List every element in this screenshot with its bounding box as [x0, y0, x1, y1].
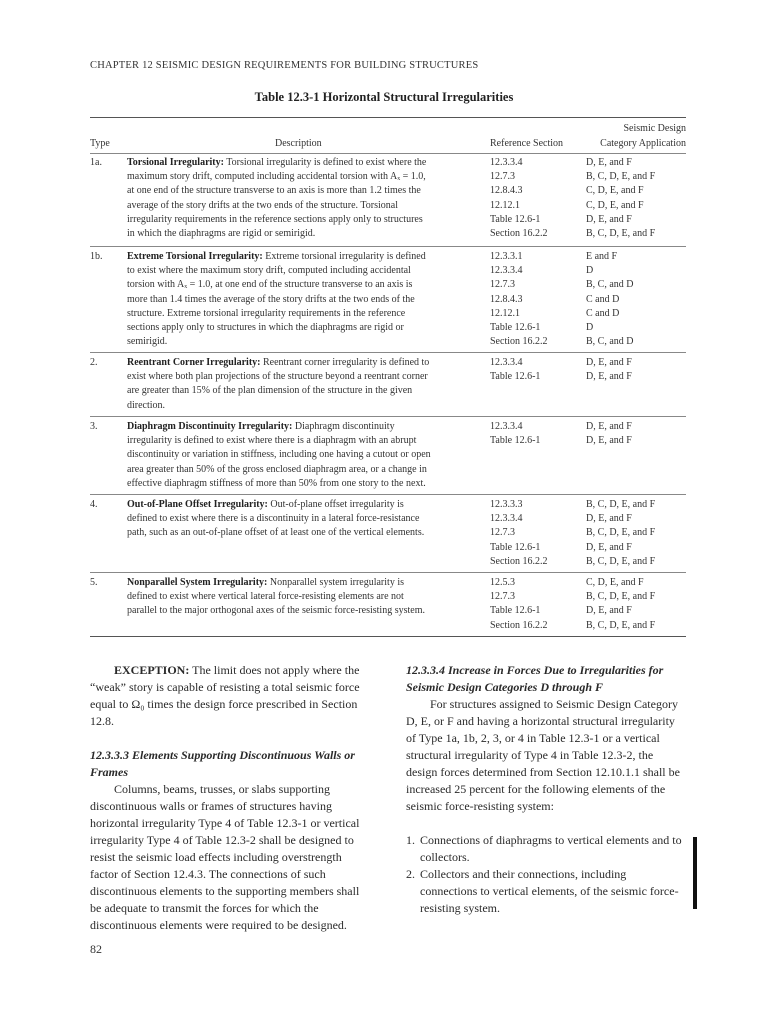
- row-divider: [90, 494, 686, 495]
- description-line: direction.: [127, 399, 166, 411]
- header-category-line2: Category Application: [600, 137, 686, 149]
- reference-section: 12.8.4.3: [490, 185, 523, 197]
- reference-section: 12.3.3.4: [490, 513, 523, 525]
- row-references: [490, 156, 548, 241]
- reference-section: 12.3.3.4: [490, 357, 523, 368]
- category-application: D, E, and F: [586, 541, 632, 553]
- reference-section: Section 16.2.2: [490, 555, 548, 567]
- description-line: irregularity requirements in the reference sections apply only to structures: [127, 213, 423, 225]
- category-application: B, C, D, E, and F: [586, 228, 656, 240]
- description-line: semirigid.: [127, 336, 168, 348]
- description-line: [127, 420, 475, 434]
- header-type: Type: [90, 138, 110, 149]
- description-line: discontinuity or variation in stiffness, including one having a cutout or open: [127, 449, 431, 461]
- row-references: [490, 498, 548, 569]
- description-line: maximum story drift, computed including accidental torsion with Aₓ = 1.0,: [127, 171, 426, 183]
- category-application: B, C, and D: [586, 279, 634, 291]
- category-application: B, C, D, E, and F: [586, 527, 656, 539]
- description-line: path, such as an out-of-plane offset of at least one of the vertical elements.: [127, 527, 425, 539]
- row-categories: [586, 356, 632, 384]
- reference-section: Section 16.2.2: [490, 228, 548, 240]
- irregularity-name: Torsional Irregularity:: [127, 157, 224, 168]
- reference-section: 12.3.3.1: [490, 251, 523, 262]
- description-line: average of the story drifts at the two ends of the structure. Torsional: [127, 199, 398, 211]
- table-title: Table 12.3-1 Horizontal Structural Irregularities: [254, 90, 514, 104]
- description-line: exist where both plan projections of the structure beyond a reentrant corner: [127, 371, 428, 383]
- row-references: [490, 250, 548, 349]
- table-header-rule: [90, 153, 686, 154]
- category-application: D: [586, 265, 594, 277]
- list-number: 1.: [406, 833, 415, 847]
- page-number: 82: [90, 942, 102, 956]
- description-text: Reentrant corner irregularity is defined to: [260, 357, 430, 368]
- reference-section: 12.3.3.4: [490, 157, 523, 168]
- category-application: E and F: [586, 251, 618, 262]
- reference-section: Table 12.6-1: [490, 322, 541, 334]
- row-type: 2.: [90, 357, 98, 368]
- reference-section: 12.7.3: [490, 171, 515, 183]
- requirements-list: [406, 832, 686, 917]
- header-description: Description: [275, 138, 322, 149]
- irregularity-name: Diaphragm Discontinuity Irregularity:: [127, 421, 293, 432]
- reference-section: 12.7.3: [490, 279, 515, 291]
- description-line: defined to exist where vertical lateral force-resisting elements are not: [127, 591, 404, 603]
- description-line: sections apply only to structures in which the diaphragms are rigid or: [127, 322, 404, 334]
- reference-section: 12.3.3.4: [490, 265, 523, 277]
- section-heading-12-3-3-3: 12.3.3.3 Elements Supporting Discontinuous Walls or Frames: [90, 748, 355, 779]
- left-column: [90, 662, 364, 934]
- description-text: Out-of-plane offset irregularity is: [267, 499, 404, 510]
- row-description: [127, 420, 475, 491]
- row-references: [490, 420, 540, 448]
- section-heading-12-3-3-4: 12.3.3.4 Increase in Forces Due to Irregularities for Seismic Design Categories D through F: [406, 663, 664, 694]
- running-head: CHAPTER 12 SEISMIC DESIGN REQUIREMENTS FOR BUILDING STRUCTURES: [90, 60, 479, 71]
- header-reference: Reference Section: [490, 138, 564, 149]
- row-categories: [586, 250, 634, 349]
- irregularity-name: Extreme Torsional Irregularity:: [127, 251, 263, 262]
- reference-section: Table 12.6-1: [490, 605, 541, 617]
- row-references: [490, 356, 540, 384]
- row-description: [127, 576, 475, 619]
- description-line: area greater than 50% of the gross enclosed diaphragm area, or a change in: [127, 463, 427, 475]
- category-application: B, C, and D: [586, 336, 634, 348]
- row-type: 1b.: [90, 251, 103, 262]
- description-line: to exist where the maximum story drift, computed including accidental: [127, 265, 411, 277]
- description-line: parallel to the major orthogonal axes of the seismic force-resisting system.: [127, 605, 425, 617]
- description-line: [127, 356, 475, 370]
- reference-section: Table 12.6-1: [490, 213, 541, 225]
- description-line: irregularity is defined to exist where there is a diaphragm with an abrupt: [127, 435, 417, 447]
- irregularity-name: Out-of-Plane Offset Irregularity:: [127, 499, 268, 510]
- category-application: C and D: [586, 307, 620, 319]
- table-top-rule: [90, 117, 686, 118]
- description-line: structure. Extreme torsional irregularity requirements in the reference: [127, 307, 406, 319]
- category-application: D, E, and F: [586, 421, 632, 432]
- reference-section: 12.3.3.4: [490, 421, 523, 432]
- list-text: Collectors and their connections, including connections to vertical elements, of the seismic force-resisting system.: [420, 867, 679, 915]
- row-divider: [90, 246, 686, 247]
- description-line: torsion with Aₓ = 1.0, at one end of the structure transverse to an axis is: [127, 279, 413, 291]
- description-line: [127, 576, 475, 590]
- row-categories: [586, 156, 655, 241]
- exception-label: EXCEPTION:: [114, 663, 190, 677]
- category-application: D, E, and F: [586, 371, 632, 383]
- row-categories: [586, 498, 655, 569]
- description-line: effective diaphragm stiffness of more than 50% from one story to the next.: [127, 477, 426, 489]
- row-type: 5.: [90, 577, 98, 588]
- reference-section: Section 16.2.2: [490, 619, 548, 631]
- reference-section: 12.5.3: [490, 577, 515, 588]
- section-body-12-3-3-3: Columns, beams, trusses, or slabs supporting discontinuous walls or frames of structures having horizontal irregularity Type 4 of Table 12.3-1 or vertical irregularity Type 4 of Table 12.3-2 shall be designed to resist the seismic load effects including overstrength factor of Section 12.4.3. The connections of such discontinuous elements to the supporting members shall be adequate to transmit the forces for which the discontinuous elements were required to be designed.: [90, 782, 360, 932]
- row-description: [127, 498, 475, 541]
- description-text: Nonparallel system irregularity is: [267, 577, 404, 588]
- row-description: [127, 356, 475, 413]
- row-type: 1a.: [90, 157, 102, 168]
- row-categories: [586, 420, 632, 448]
- category-application: C, D, E, and F: [586, 577, 644, 588]
- reference-section: 12.8.4.3: [490, 293, 523, 305]
- category-application: D, E, and F: [586, 213, 632, 225]
- list-item: [406, 832, 686, 866]
- description-text: Extreme torsional irregularity is defined: [262, 251, 426, 262]
- category-application: D: [586, 322, 594, 334]
- irregularity-name: Nonparallel System Irregularity:: [127, 577, 268, 588]
- description-line: defined to exist where there is a discontinuity in a lateral force-resistance: [127, 513, 420, 525]
- exception-text: The limit does not apply where the “weak” story is capable of resisting a total seismic force equal to Ω₀ times the design force prescribed in Section 12.8.: [90, 663, 360, 728]
- reference-section: 12.7.3: [490, 591, 515, 603]
- description-line: [127, 156, 475, 170]
- row-references: [490, 576, 548, 633]
- category-application: D, E, and F: [586, 605, 632, 617]
- reference-section: Section 16.2.2: [490, 336, 548, 348]
- description-line: in which the diaphragms are rigid or semirigid.: [127, 228, 316, 240]
- row-divider: [90, 352, 686, 353]
- row-divider: [90, 416, 686, 417]
- revision-change-bar: [693, 837, 697, 909]
- category-application: D, E, and F: [586, 157, 632, 168]
- reference-section: 12.3.3.3: [490, 499, 523, 510]
- header-category-line1: Seismic Design: [623, 123, 686, 134]
- description-text: Diaphragm discontinuity: [292, 421, 395, 432]
- list-number: 2.: [406, 867, 415, 881]
- list-text: Connections of diaphragms to vertical elements and to collectors.: [420, 833, 682, 864]
- reference-section: Table 12.6-1: [490, 435, 541, 447]
- row-description: [127, 250, 475, 349]
- category-application: C, D, E, and F: [586, 185, 644, 197]
- irregularity-name: Reentrant Corner Irregularity:: [127, 357, 261, 368]
- reference-section: Table 12.6-1: [490, 541, 541, 553]
- category-application: D, E, and F: [586, 513, 632, 525]
- category-application: B, C, D, E, and F: [586, 619, 656, 631]
- category-application: C and D: [586, 293, 620, 305]
- reference-section: 12.7.3: [490, 527, 515, 539]
- category-application: B, C, D, E, and F: [586, 499, 656, 510]
- description-line: at one end of the structure transverse to an axis is more than 1.2 times the: [127, 185, 421, 197]
- header-category: [586, 122, 686, 151]
- section-body-12-3-3-4: For structures assigned to Seismic Design Category D, E, or F and having a horizontal structural irregularity of Type 1a, 1b, 2, 3, or 4 in Table 12.3-1 or a vertical structural irregularity of Type 4 in Table 12.3-2, the design forces determined from Section 12.10.1.1 shall be increased 25 percent for the following elements of the seismic force-resisting system:: [406, 697, 680, 813]
- exception-paragraph: [90, 662, 364, 730]
- row-type: 4.: [90, 499, 98, 510]
- category-application: B, C, D, E, and F: [586, 171, 656, 183]
- description-line: [127, 498, 475, 512]
- description-line: [127, 250, 475, 264]
- row-categories: [586, 576, 655, 633]
- row-divider: [90, 636, 686, 637]
- reference-section: 12.12.1: [490, 307, 520, 319]
- row-type: 3.: [90, 421, 98, 432]
- description-line: are greater than 15% of the plan dimension of the structure in the given: [127, 385, 413, 397]
- category-application: B, C, D, E, and F: [586, 591, 656, 603]
- list-item: [406, 866, 686, 917]
- category-application: D, E, and F: [586, 435, 632, 447]
- row-description: [127, 156, 475, 241]
- category-application: B, C, D, E, and F: [586, 555, 656, 567]
- row-divider: [90, 572, 686, 573]
- reference-section: 12.12.1: [490, 199, 520, 211]
- description-line: more than 1.4 times the average of the story drifts at the two ends of the: [127, 293, 415, 305]
- reference-section: Table 12.6-1: [490, 371, 541, 383]
- right-column: [406, 662, 686, 917]
- description-text: Torsional irregularity is defined to exist where the: [223, 157, 427, 168]
- category-application: C, D, E, and F: [586, 199, 644, 211]
- category-application: D, E, and F: [586, 357, 632, 368]
